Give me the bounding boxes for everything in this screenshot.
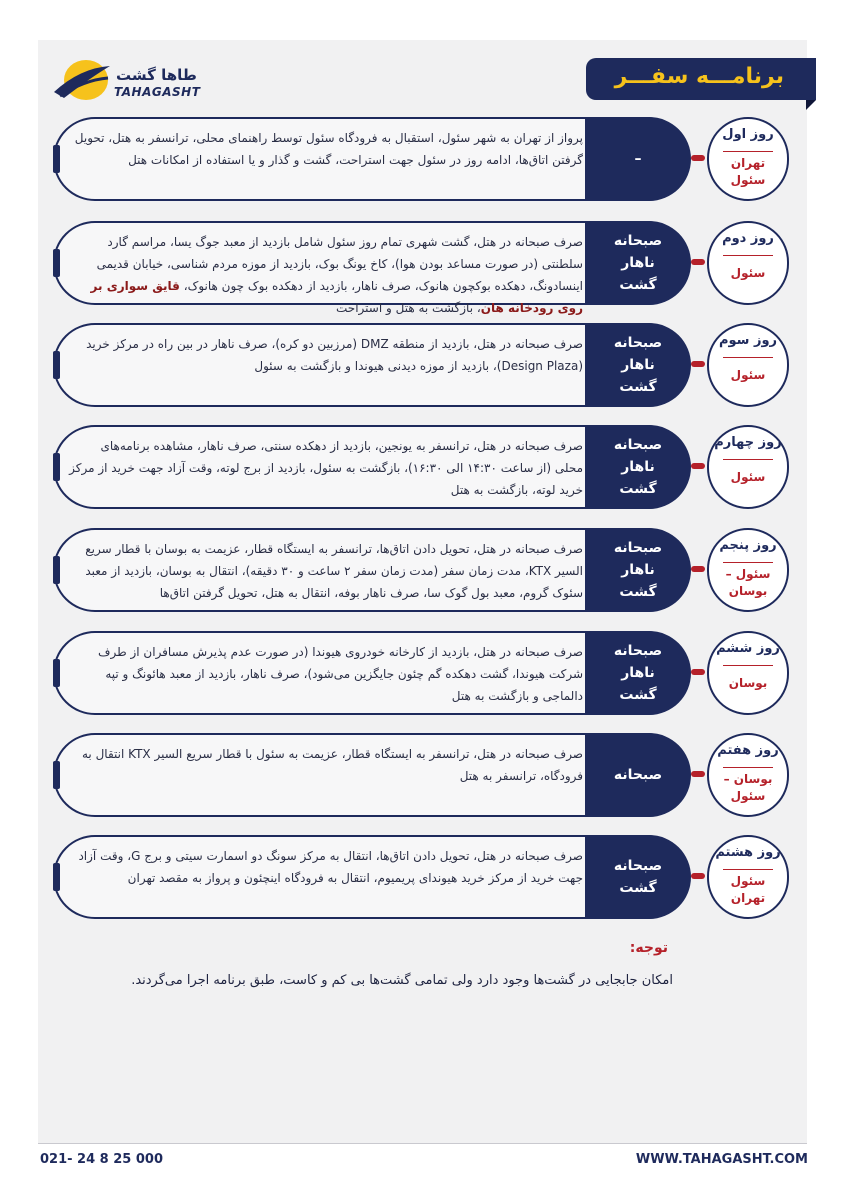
day-city: سئول	[730, 368, 766, 382]
page-title-bar	[586, 58, 816, 100]
day-name: روز سوم	[718, 333, 778, 348]
day-separator	[723, 562, 773, 563]
service-item: ناهار	[621, 665, 655, 681]
row-connector	[691, 669, 705, 675]
logo-persian-text: طاها گشت	[116, 66, 197, 84]
service-item: صبحانه	[613, 643, 663, 659]
day-name: روز دوم	[722, 231, 774, 246]
service-item: گشت	[619, 277, 657, 293]
services-box	[585, 323, 691, 407]
day-separator	[723, 357, 773, 358]
day-separator	[723, 869, 773, 870]
day-description-card	[53, 528, 689, 612]
page-title: برنامـــه سفـــر	[614, 64, 784, 89]
row-connector	[691, 566, 705, 572]
day-name: روز اول	[722, 127, 774, 142]
service-dash: –	[634, 151, 642, 167]
note-title: توجه:	[629, 940, 668, 956]
service-item: گشت	[619, 379, 657, 395]
day-badge	[707, 425, 789, 509]
highlighted-activity: قایق سواری بر روی رودخانه هان	[90, 279, 583, 315]
day-separator	[723, 767, 773, 768]
services-box	[585, 528, 691, 612]
row-connector	[691, 155, 705, 161]
day-badge	[707, 528, 789, 612]
service-item: صبحانه	[613, 335, 663, 351]
day-description-card	[53, 221, 689, 315]
row-connector	[691, 463, 705, 469]
day-description: صرف صبحانه در هتل، تحویل دادن اتاق‌ها، ترانسفر به ایستگاه قطار، عزیمت به بوسان با قطار سریع السیر KTX، مدت زمان سفر (مدت زمان سفر ۲ ساعت و ۳۰ دقیقه)، انتقال به بوسان، بازدید از معبد سئوک گروم، معبد بول گوک سا، صرف ناهار بوفه، انتقال به هتل، تحویل گرفتن اتاق‌ها	[85, 542, 583, 600]
day-city: سئول	[730, 266, 766, 280]
day-city: سئول – بوسان	[725, 567, 771, 598]
service-item: صبحانه	[613, 858, 663, 874]
service-item: صبحانه	[613, 767, 663, 783]
day-description-card	[53, 835, 689, 919]
day-description-card	[53, 733, 689, 817]
row-connector	[691, 361, 705, 367]
day-badge	[707, 221, 789, 305]
logo-english-text: TAHAGASHT	[114, 85, 201, 99]
service-item: ناهار	[621, 255, 655, 271]
services-box	[585, 631, 691, 715]
day-badge	[707, 733, 789, 817]
day-badge	[707, 117, 789, 201]
services-box	[585, 221, 691, 305]
day-description-card	[53, 631, 689, 715]
day-city: تهران سئول	[730, 156, 766, 187]
day-description: پرواز از تهران به شهر سئول، استقبال به فرودگاه سئول توسط راهنمای محلی، ترانسفر به هتل، تحویل گرفتن اتاق‌ها، ادامه روز در سئول جهت استراحت، گشت و گذار و یا استفاده از امکانات هتل	[74, 131, 583, 167]
service-item: گشت	[619, 584, 657, 600]
services-box	[585, 117, 691, 201]
day-city: سئول تهران	[730, 874, 766, 905]
day-description: صرف صبحانه در هتل، گشت شهری تمام روز سئول شامل بازدید از معبد جوگ یسا، مراسم گارد سلطنتی (در صورت مساعد بودن هوا)، کاخ یونگ بوک، بازدید از موزه مردم شناسی، خیابان قدیمی اینسادونگ، دهکده بوکچون هانوک، صرف ناهار، بازدید از دهکده بوک چون هانوک، قایق سواری بر روی رودخانه هان، بازگشت به هتل و استراحت	[90, 235, 583, 315]
day-name: روز پنجم	[719, 538, 777, 553]
service-item: گشت	[619, 481, 657, 497]
day-separator	[723, 665, 773, 666]
row-connector	[691, 873, 705, 879]
day-badge	[707, 631, 789, 715]
services-box	[585, 733, 691, 817]
service-item: گشت	[619, 687, 657, 703]
day-city: سئول	[730, 470, 766, 484]
day-description-card	[53, 117, 689, 201]
day-name: روز ششم	[716, 641, 780, 656]
day-name: روز هشتم	[715, 845, 781, 860]
service-item: ناهار	[621, 562, 655, 578]
day-description: صرف صبحانه در هتل، ترانسفر به ایستگاه قطار، عزیمت به سئول با قطار سریع السیر KTX انتقال به فرودگاه، ترانسفر به هتل	[81, 747, 583, 783]
day-description: صرف صبحانه در هتل، بازدید از منطقه DMZ (مرزبین دو کره)، صرف ناهار در بین راه در مرکز خرید (Design Plaza)، بازدید از موزه دیدنی هیوندا و بازگشت به سئول	[86, 337, 583, 373]
day-description-card	[53, 323, 689, 407]
row-connector	[691, 259, 705, 265]
footer-divider	[38, 1143, 807, 1144]
service-item: صبحانه	[613, 437, 663, 453]
day-description: صرف صبحانه در هتل، تحویل دادن اتاق‌ها، انتقال به مرکز سونگ دو اسمارت سیتی و برج G، وقت آزاد جهت خرید از مرکز خرید هیوندای پریمیوم، انتقال به فرودگاه اینچئون و پرواز به مقصد تهران	[78, 849, 583, 885]
services-box	[585, 425, 691, 509]
service-item: ناهار	[621, 357, 655, 373]
footer-phone[interactable]: 021- 24 8 25 000	[40, 1152, 163, 1167]
services-box	[585, 835, 691, 919]
day-separator	[723, 255, 773, 256]
day-badge	[707, 835, 789, 919]
day-description: صرف صبحانه در هتل، بازدید از کارخانه خودروی هیوندا (در صورت عدم پذیرش مسافران از طرف شرکت هیوندا، گشت دهکده گم چئون جایگزین می‌شود)، صرف ناهار، بازدید از معبد هائونگ و تپه دالماجی و بازگشت به هتل	[98, 645, 583, 703]
day-city: بوسان	[728, 676, 768, 690]
service-item: صبحانه	[613, 540, 663, 556]
day-description: صرف صبحانه در هتل، ترانسفر به یونجین، بازدید از دهکده سنتی، صرف ناهار، مشاهده برنامه‌های محلی (از ساعت ۱۴:۳۰ الی ۱۶:۳۰)، بازگشت به سئول، بازدید از برج لوته، وقت آزاد جهت خرید از مرکز خرید لوته، بازگشت به هتل	[69, 439, 583, 497]
row-connector	[691, 771, 705, 777]
day-separator	[723, 459, 773, 460]
note-text: امکان جابجایی در گشت‌ها وجود دارد ولی تمامی گشت‌ها بی کم و کاست، طبق برنامه اجرا می‌گردند.	[131, 973, 673, 988]
day-name: روز هفتم	[717, 743, 779, 758]
service-item: ناهار	[621, 459, 655, 475]
service-item: صبحانه	[613, 233, 663, 249]
footer-website[interactable]: WWW.TAHAGASHT.COM	[635, 1152, 808, 1167]
service-item: گشت	[619, 880, 657, 896]
brand-logo[interactable]	[50, 58, 201, 108]
logo-icon	[50, 58, 112, 102]
day-badge	[707, 323, 789, 407]
day-city: بوسان – سئول	[723, 772, 773, 803]
day-description-card	[53, 425, 689, 509]
day-separator	[723, 151, 773, 152]
day-name: روز چهارم	[714, 435, 782, 450]
